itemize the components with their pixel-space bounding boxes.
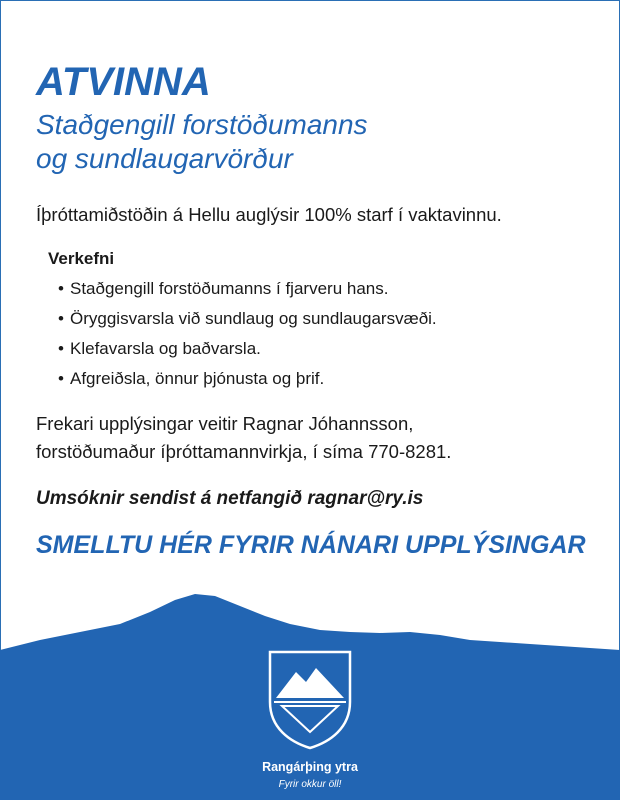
application-email[interactable]: Umsóknir sendist á netfangið ragnar@ry.is xyxy=(36,488,424,509)
task-text: Afgreiðsla, önnur þjónusta og þrif. xyxy=(70,369,325,388)
bullet: • xyxy=(58,369,64,388)
job-title-line-1: Staðgengill forstöðumanns xyxy=(36,109,368,140)
job-title xyxy=(36,108,596,176)
list-item xyxy=(58,334,596,364)
intro-text: Íþróttamiðstöðin á Hellu auglýsir 100% starf í vaktavinnu. xyxy=(36,204,502,225)
tasks-section xyxy=(48,246,596,394)
job-title-line-2: og sundlaugarvörður xyxy=(36,143,293,174)
tasks-list xyxy=(58,274,596,394)
bullet: • xyxy=(58,339,64,358)
headline: ATVINNA xyxy=(36,60,211,104)
task-text: Klefavarsla og baðvarsla. xyxy=(70,339,261,358)
contact-info xyxy=(36,410,596,466)
task-text: Staðgengill forstöðumanns í fjarveru hans. xyxy=(70,279,389,298)
bullet: • xyxy=(58,279,64,298)
job-ad xyxy=(36,58,596,560)
organization-slogan: Fyrir okkur öll! xyxy=(278,779,342,790)
list-item xyxy=(58,274,596,304)
tasks-heading: Verkefni xyxy=(48,249,115,268)
list-item xyxy=(58,304,596,334)
task-text: Öryggisvarsla við sundlaug og sundlaugarsvæði. xyxy=(70,309,437,328)
mountain-shield-icon xyxy=(266,648,354,752)
organization-name: Rangárþing ytra xyxy=(262,760,358,774)
more-info-link[interactable]: SMELLTU HÉR FYRIR NÁNARI UPPLÝSINGAR xyxy=(36,531,586,559)
list-item xyxy=(58,364,596,394)
contact-line-2: forstöðumaður íþróttamannvirkja, í síma 770-8281. xyxy=(36,441,452,462)
bullet: • xyxy=(58,309,64,328)
contact-line-1: Frekari upplýsingar veitir Ragnar Jóhannsson, xyxy=(36,413,414,434)
